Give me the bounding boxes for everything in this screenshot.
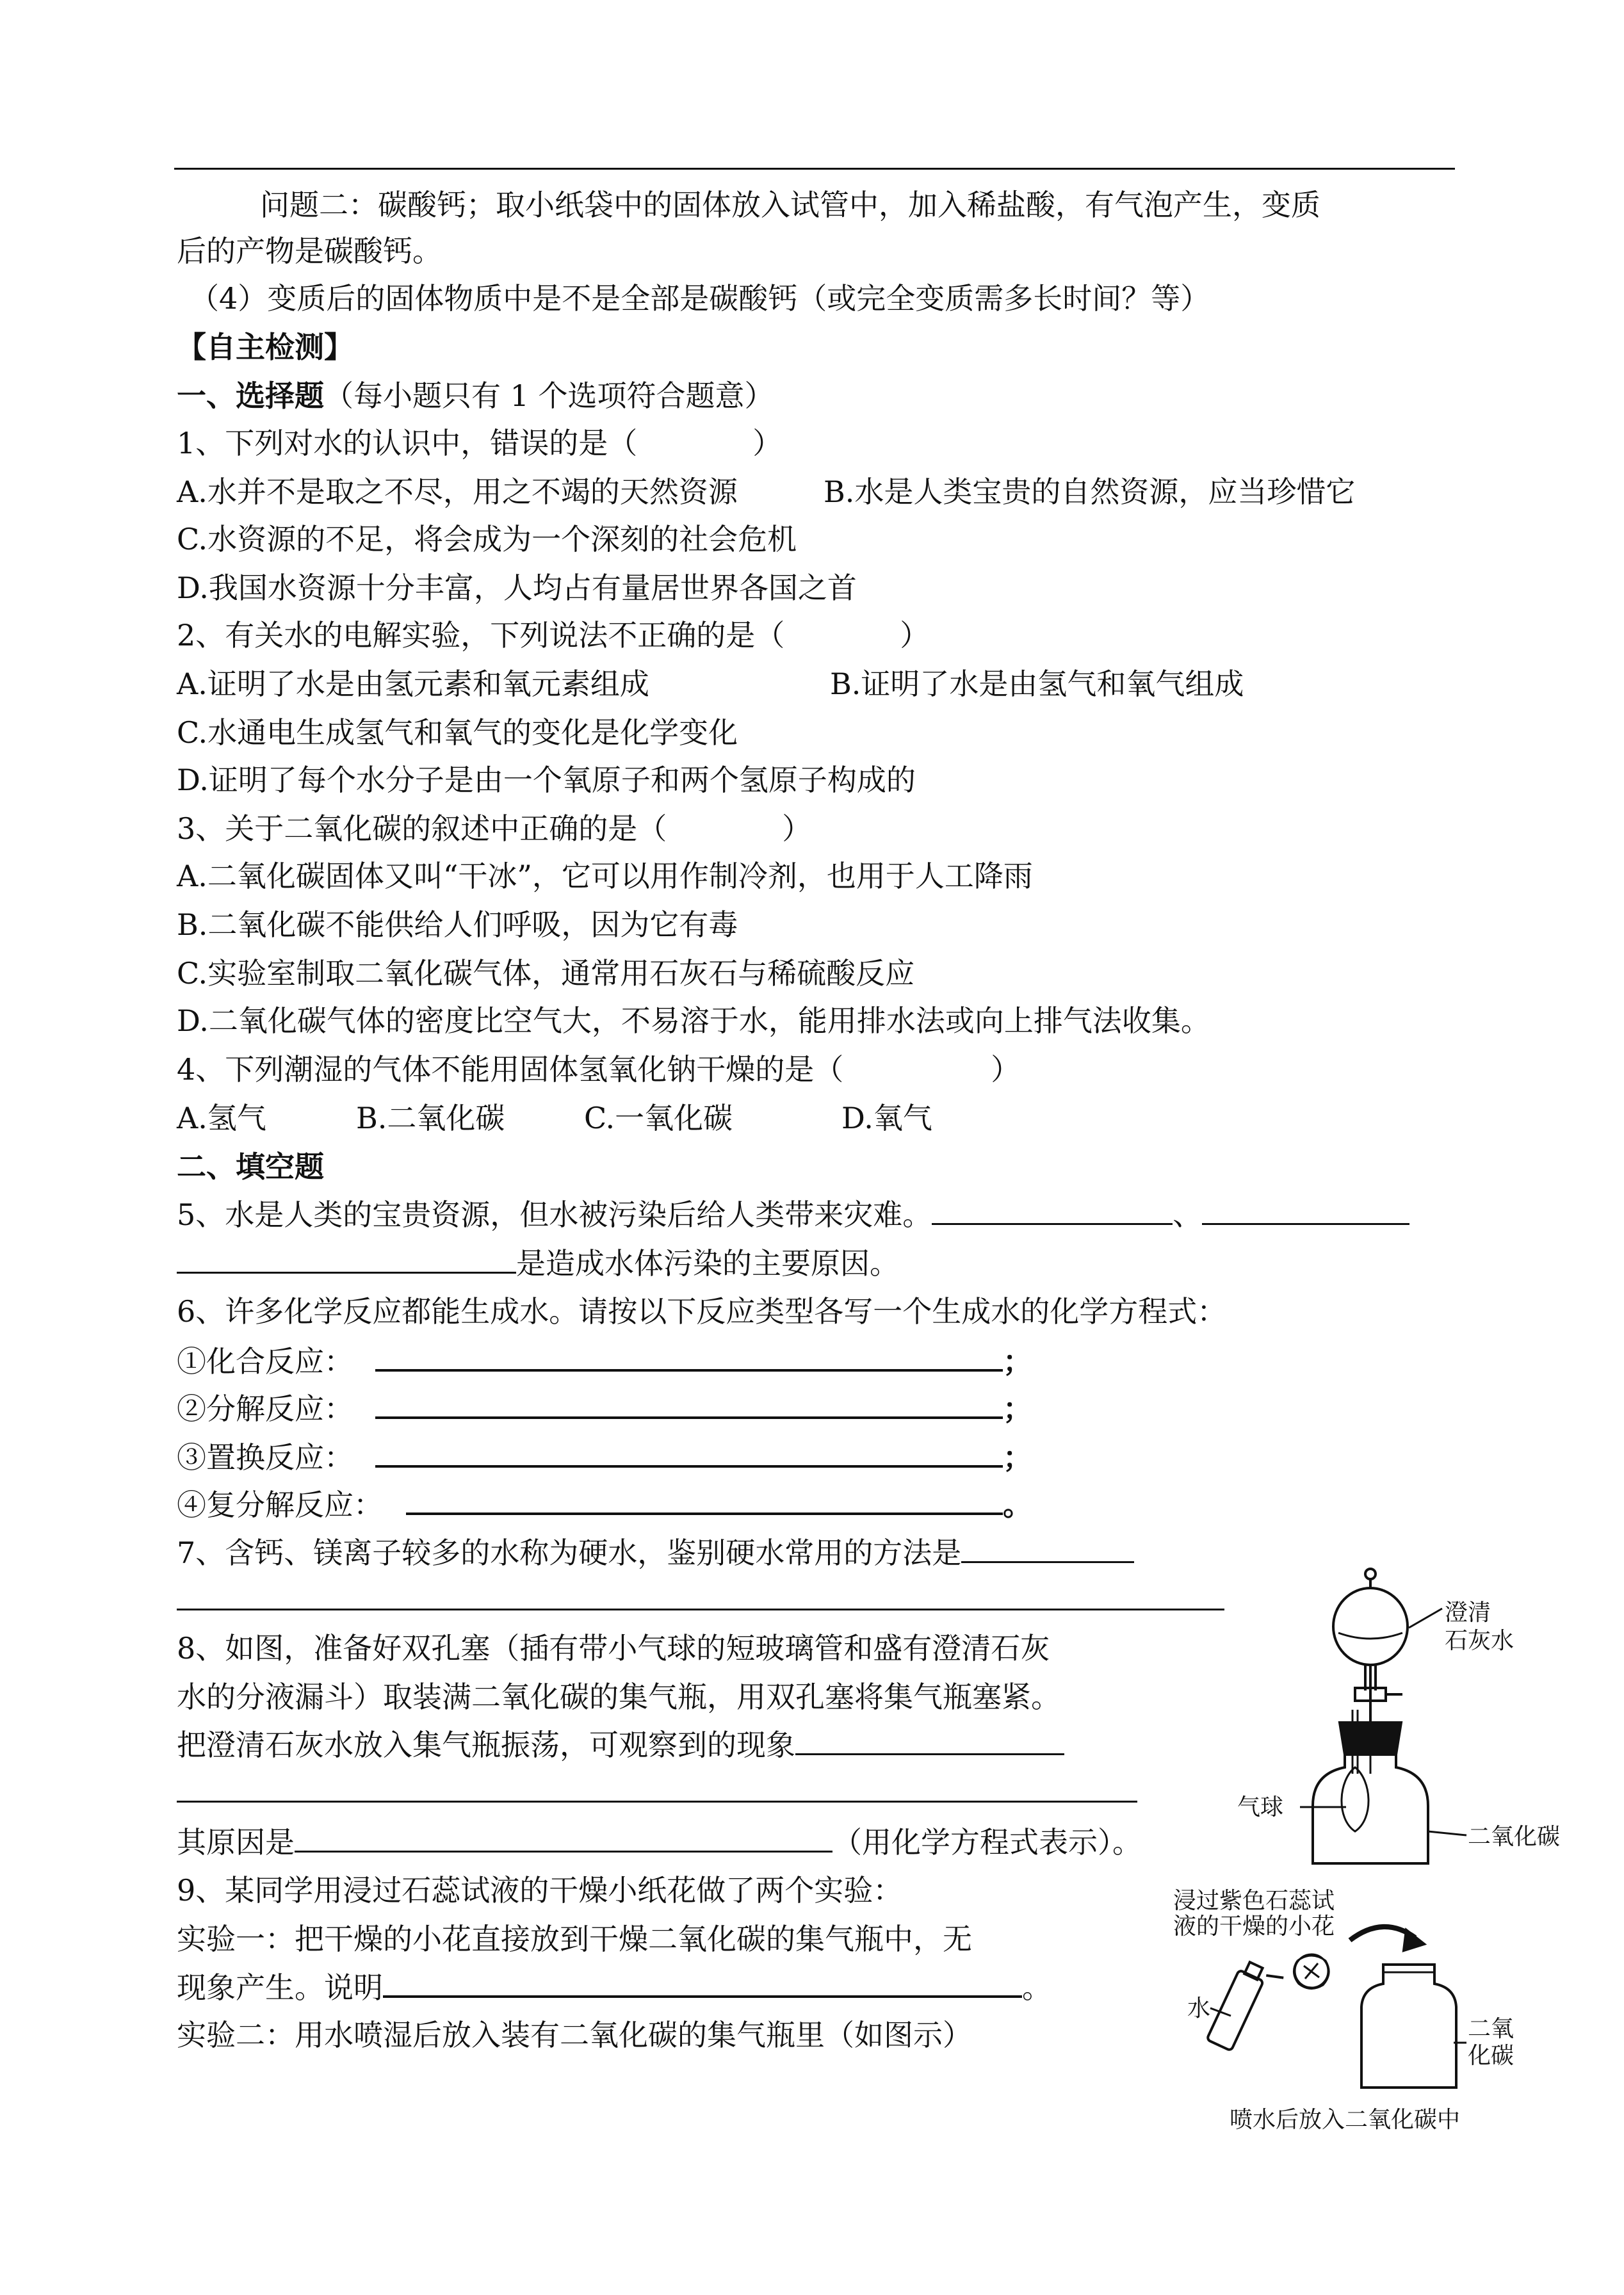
q1-option-a: A.水并不是取之不尽，用之不竭的天然资源: [177, 474, 738, 509]
q6-label-2: ②分解反应：: [177, 1391, 353, 1426]
header-rule: [174, 168, 1455, 170]
q6-item-double-displacement: [177, 1484, 1032, 1524]
q5-blank-1[interactable]: [932, 1195, 1173, 1225]
label-flower-1: 浸过紫色石蕊试: [1173, 1888, 1335, 1914]
q7-blank-1[interactable]: [961, 1533, 1134, 1563]
label-co2-bottle: 二氧化碳: [1468, 1824, 1561, 1850]
section-heading: 【自主检测】: [177, 330, 353, 364]
choice-heading: [177, 377, 774, 415]
q1-option-d: D.我国水资源十分丰富，人均占有量居世界各国之首: [177, 571, 857, 605]
q2-answer-line1: 问题二：碳酸钙；取小纸袋中的固体放入试管中，加入稀盐酸，有气泡产生，变质: [260, 188, 1320, 222]
q1-stem: [177, 424, 782, 462]
q7-blank-2[interactable]: [177, 1609, 1224, 1610]
q6-label-1: ①化合反应：: [177, 1344, 353, 1379]
q9-exp1-end: 。: [1022, 1970, 1052, 2005]
co2-bottle: [1361, 1965, 1456, 2088]
label-flower-2: 液的干燥的小花: [1173, 1913, 1335, 1940]
spray-bottle: [1206, 1959, 1283, 2058]
q4-close: ）: [991, 1052, 1021, 1087]
q8-blank-phenomenon[interactable]: [795, 1725, 1064, 1755]
figure2-caption: 喷水后放入二氧化碳中: [1230, 2107, 1461, 2133]
label-co2-1: 二氧: [1468, 2016, 1514, 2042]
q6-label-4: ④复分解反应：: [177, 1488, 383, 1522]
q8-reason-text: 其原因是: [177, 1825, 295, 1860]
q2-stem: [177, 616, 929, 654]
q6-label-3: ③置换反应：: [177, 1440, 353, 1475]
q5-line2-text: 是造成水体污染的主要原因。: [516, 1246, 899, 1281]
choice-heading-title: 一、选择题: [177, 378, 324, 413]
q2-option-c: C.水通电生成氢气和氧气的变化是化学变化: [177, 715, 738, 750]
q8-blank-phenomenon-2[interactable]: [177, 1801, 1137, 1803]
q7-line: [177, 1533, 1134, 1572]
q1-options-row1: [177, 473, 1355, 511]
q3-option-d: D.二氧化碳气体的密度比空气大，不易溶于水，能用排水法或向上排气法收集。: [177, 1003, 1210, 1038]
q8-line2: 水的分液漏斗）取装满二氧化碳的集气瓶，用双孔塞将集气瓶塞紧。: [177, 1680, 1060, 1714]
q4-option-c: C.一氧化碳: [584, 1101, 733, 1135]
q3-stem: [177, 809, 811, 848]
q3-option-b: B.二氧化碳不能供给人们呼吸，因为它有毒: [177, 907, 738, 942]
q9-blank-explain[interactable]: [383, 1967, 1022, 1998]
q6-end-2: ；: [1003, 1391, 1032, 1426]
figure-flower-experiment: [1191, 1915, 1498, 2107]
q9-exp2-line: 实验二：用水喷湿后放入装有二氧化碳的集气瓶里（如图示）: [177, 2018, 972, 2052]
fill-heading: 二、填空题: [177, 1149, 324, 1184]
q6-end-3: ；: [1003, 1440, 1032, 1475]
q3-option-c: C.实验室制取二氧化碳气体，通常用石灰石与稀硫酸反应: [177, 956, 915, 991]
q5-blank-3[interactable]: [177, 1244, 516, 1274]
q9-exp1-line2-text: 现象产生。说明: [177, 1970, 383, 2005]
q5-line1: [177, 1195, 1409, 1234]
q8-line3-text: 把澄清石灰水放入集气瓶振荡，可观察到的现象: [177, 1728, 795, 1762]
q3-option-a: A.二氧化碳固体又叫“干冰”，它可以用作制冷剂，也用于人工降雨: [177, 859, 1033, 893]
q9-exp1-line2: [177, 1967, 1052, 2007]
q2-option-b: B.证明了水是由氢气和氧气组成: [830, 667, 1244, 701]
q4-stem: [177, 1050, 1020, 1089]
q1-close: ）: [752, 426, 783, 460]
choice-heading-note: （每小题只有 1 个选项符合题意）: [324, 378, 774, 413]
q6-item-displacement: [177, 1437, 1032, 1477]
q9-line1: 9、某同学用浸过石蕊试液的干燥小纸花做了两个实验：: [177, 1873, 903, 1908]
q6-blank-1[interactable]: [375, 1341, 1003, 1372]
q6-end-1: ；: [1003, 1344, 1032, 1379]
separating-funnel-bulb: [1333, 1588, 1408, 1665]
q6-blank-4[interactable]: [406, 1484, 1003, 1515]
q1-option-b: B.水是人类宝贵的自然资源，应当珍惜它: [824, 474, 1356, 509]
q2-options-row1: [177, 665, 1244, 703]
balloon: [1342, 1767, 1368, 1831]
q8-reason-note: （用化学方程式表示）。: [832, 1825, 1142, 1860]
q6-stem: 6、许多化学反应都能生成水。请按以下反应类型各写一个生成水的化学方程式：: [177, 1294, 1227, 1329]
q5-text: 5、水是人类的宝贵资源，但水被污染后给人类带来灾难。: [177, 1197, 932, 1232]
q8-line3: [177, 1725, 1064, 1764]
q1-option-c: C.水资源的不足，将会成为一个深刻的社会危机: [177, 522, 797, 556]
q9-exp1-line1: 实验一：把干燥的小花直接放到干燥二氧化碳的集气瓶中，无: [177, 1922, 972, 1956]
q5-blank-2[interactable]: [1202, 1195, 1409, 1225]
q1-stem-text: 1、下列对水的认识中，错误的是（: [177, 426, 638, 460]
q6-blank-3[interactable]: [375, 1437, 1003, 1468]
q2-close: ）: [900, 618, 930, 653]
funnel-top-knob: [1365, 1569, 1376, 1579]
label-water: 水: [1187, 1995, 1211, 2022]
q7-text: 7、含钙、镁离子较多的水称为硬水，鉴别硬水常用的方法是: [177, 1536, 962, 1570]
q4-option-d: D.氧气: [841, 1101, 932, 1135]
q2-answer-line2: 后的产物是碳酸钙。: [177, 234, 442, 268]
q8-line1: 8、如图，准备好双孔塞（插有带小气球的短玻璃管和盛有澄清石灰: [177, 1631, 1050, 1666]
q6-item-combination: [177, 1341, 1032, 1381]
q4-answer-line: （4）变质后的固体物质中是不是全部是碳酸钙（或完全变质需多长时间？等）: [190, 281, 1210, 316]
q8-reason-line: [177, 1822, 1142, 1861]
label-limewater-2: 石灰水: [1445, 1628, 1514, 1654]
q6-item-decomposition: [177, 1388, 1032, 1428]
q4-option-a: A.氢气: [177, 1101, 266, 1135]
label-balloon: 气球: [1237, 1794, 1284, 1821]
paper-flower: [1294, 1954, 1329, 1989]
q2-option-d: D.证明了每个水分子是由一个氧原子和两个氢原子构成的: [177, 763, 916, 797]
rubber-stopper: [1340, 1723, 1401, 1755]
q3-close: ）: [782, 811, 812, 846]
q4-options-row: [177, 1099, 932, 1137]
q4-option-b: B.二氧化碳: [356, 1101, 505, 1135]
q5-line2: [177, 1244, 899, 1283]
q6-end-4: 。: [1003, 1488, 1032, 1522]
q4-stem-text: 4、下列潮湿的气体不能用固体氢氧化钠干燥的是（: [177, 1052, 844, 1087]
q2-stem-text: 2、有关水的电解实验，下列说法不正确的是（: [177, 618, 785, 653]
q8-blank-reason[interactable]: [295, 1822, 832, 1853]
q3-stem-text: 3、关于二氧化碳的叙述中正确的是（: [177, 811, 667, 846]
q5-separator: 、: [1173, 1197, 1203, 1232]
q6-blank-2[interactable]: [375, 1388, 1003, 1419]
label-limewater-1: 澄清: [1445, 1600, 1491, 1626]
q2-option-a: A.证明了水是由氢元素和氧元素组成: [177, 667, 649, 701]
label-co2-2: 化碳: [1468, 2043, 1514, 2069]
